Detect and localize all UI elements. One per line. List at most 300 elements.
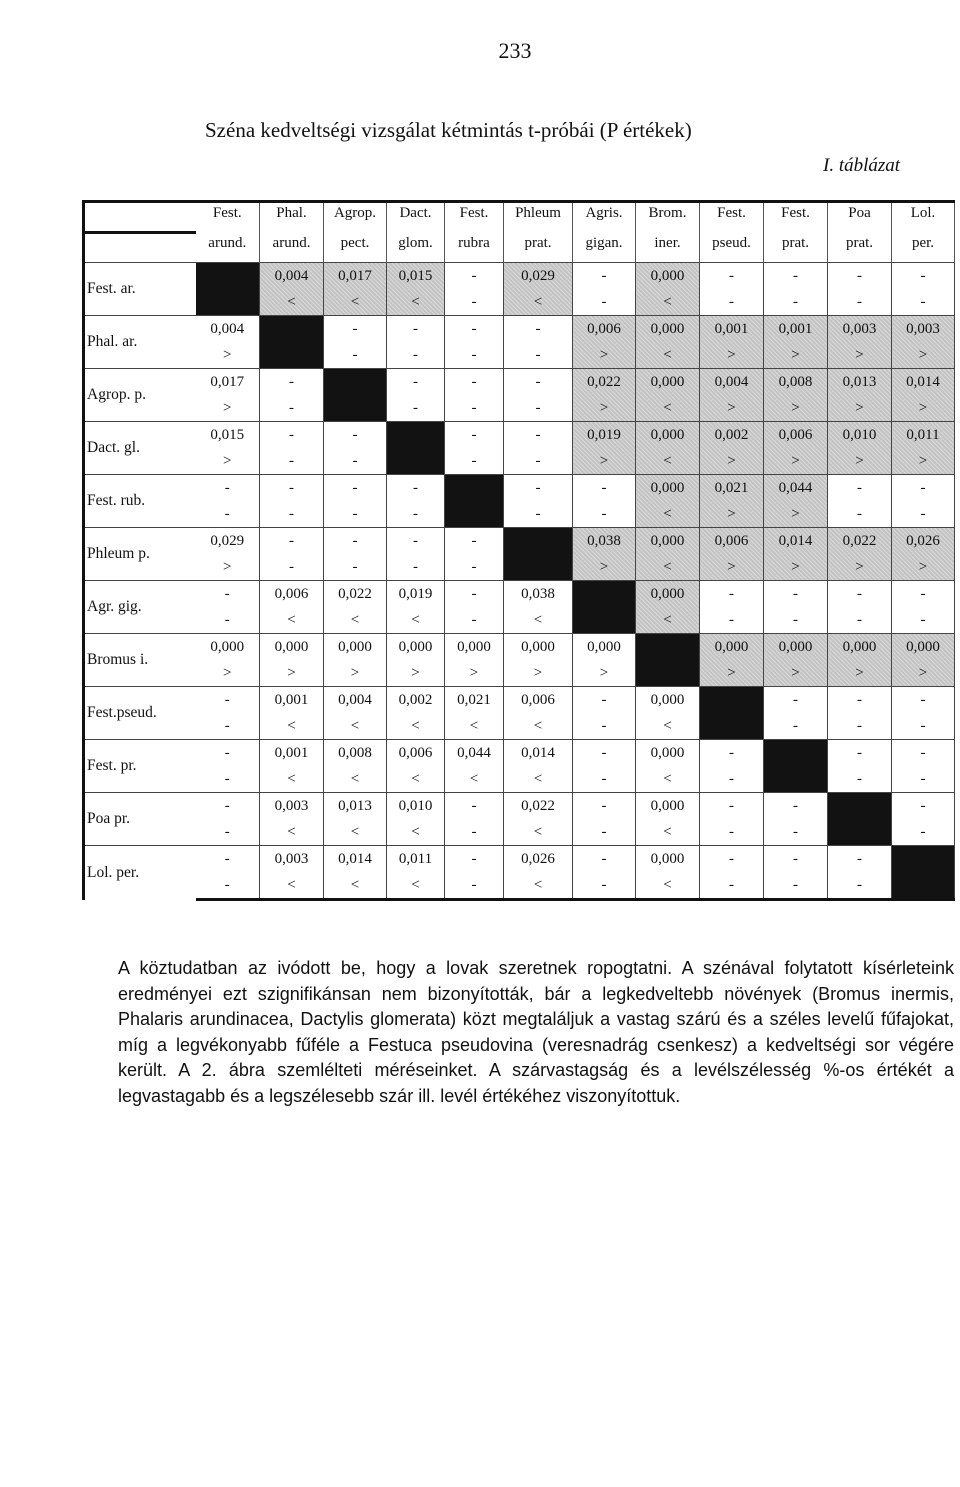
direction-cell: - bbox=[324, 554, 387, 581]
column-header: per. bbox=[892, 233, 955, 263]
p-value-cell: - bbox=[828, 581, 892, 608]
p-value-cell: 0,000 bbox=[636, 846, 700, 873]
column-header: Phleum bbox=[504, 202, 573, 233]
p-value-cell: 0,000 bbox=[196, 634, 260, 661]
direction-cell: < bbox=[636, 607, 700, 634]
column-header: Fest. bbox=[196, 202, 260, 233]
direction-cell: - bbox=[196, 766, 260, 793]
p-value-cell: - bbox=[892, 581, 955, 608]
direction-cell: - bbox=[387, 395, 445, 422]
direction-cell: - bbox=[828, 766, 892, 793]
column-header: Lol. bbox=[892, 202, 955, 233]
p-value-cell: 0,000 bbox=[387, 634, 445, 661]
direction-cell: < bbox=[504, 713, 573, 740]
direction-cell: > bbox=[573, 554, 636, 581]
diagonal-cell bbox=[573, 607, 636, 634]
direction-cell: - bbox=[764, 289, 828, 316]
direction-cell: - bbox=[573, 872, 636, 900]
p-value-cell: - bbox=[504, 369, 573, 396]
p-value-cell: 0,000 bbox=[504, 634, 573, 661]
direction-cell: < bbox=[260, 766, 324, 793]
direction-cell: - bbox=[892, 713, 955, 740]
p-value-cell: 0,000 bbox=[764, 634, 828, 661]
p-value-cell: - bbox=[892, 740, 955, 767]
direction-cell: - bbox=[260, 395, 324, 422]
p-value-cell: 0,004 bbox=[260, 263, 324, 290]
direction-cell: < bbox=[636, 766, 700, 793]
direction-cell: > bbox=[892, 342, 955, 369]
p-value-cell: 0,013 bbox=[324, 793, 387, 820]
diagonal-cell bbox=[764, 740, 828, 767]
direction-cell: < bbox=[324, 713, 387, 740]
p-value-cell: 0,019 bbox=[387, 581, 445, 608]
p-value-cell: - bbox=[445, 316, 504, 343]
diagonal-cell bbox=[700, 713, 764, 740]
column-header: iner. bbox=[636, 233, 700, 263]
p-value-cell: 0,021 bbox=[700, 475, 764, 502]
direction-cell: - bbox=[828, 289, 892, 316]
p-value-cell: 0,000 bbox=[636, 369, 700, 396]
direction-cell: - bbox=[573, 289, 636, 316]
p-value-cell: 0,008 bbox=[324, 740, 387, 767]
direction-cell: > bbox=[196, 342, 260, 369]
p-value-cell: 0,010 bbox=[828, 422, 892, 449]
p-value-cell: - bbox=[764, 581, 828, 608]
direction-cell: > bbox=[324, 660, 387, 687]
direction-cell: > bbox=[828, 448, 892, 475]
direction-cell: > bbox=[892, 554, 955, 581]
p-value-cell: 0,000 bbox=[828, 634, 892, 661]
p-value-cell: 0,001 bbox=[260, 687, 324, 714]
direction-cell: > bbox=[764, 554, 828, 581]
p-value-cell: - bbox=[445, 793, 504, 820]
direction-cell: > bbox=[764, 448, 828, 475]
column-header: Agris. bbox=[573, 202, 636, 233]
p-value-cell: 0,038 bbox=[504, 581, 573, 608]
p-value-matrix bbox=[82, 200, 955, 901]
direction-cell: - bbox=[196, 819, 260, 846]
p-value-cell: - bbox=[445, 263, 504, 290]
column-header: Poa bbox=[828, 202, 892, 233]
direction-cell: < bbox=[636, 289, 700, 316]
row-label: Fest. rub. bbox=[84, 475, 196, 528]
p-value-cell: 0,013 bbox=[828, 369, 892, 396]
p-value-cell: 0,021 bbox=[445, 687, 504, 714]
p-value-cell: 0,022 bbox=[504, 793, 573, 820]
direction-cell: < bbox=[387, 289, 445, 316]
p-value-cell: 0,006 bbox=[260, 581, 324, 608]
diagonal-cell bbox=[324, 395, 387, 422]
p-value-cell: 0,015 bbox=[387, 263, 445, 290]
table-title: Széna kedveltségi vizsgálat kétmintás t-próbái (P értékek) bbox=[205, 118, 692, 142]
direction-cell: > bbox=[196, 660, 260, 687]
direction-cell: - bbox=[445, 395, 504, 422]
p-value-cell: 0,000 bbox=[636, 475, 700, 502]
p-value-cell: 0,006 bbox=[387, 740, 445, 767]
direction-cell: > bbox=[260, 660, 324, 687]
direction-cell: > bbox=[764, 660, 828, 687]
p-value-cell: 0,022 bbox=[828, 528, 892, 555]
direction-cell: - bbox=[196, 713, 260, 740]
p-value-cell: 0,026 bbox=[892, 528, 955, 555]
p-value-cell: 0,017 bbox=[324, 263, 387, 290]
p-value-cell: - bbox=[445, 528, 504, 555]
direction-cell: > bbox=[573, 395, 636, 422]
row-label: Fest. pr. bbox=[84, 740, 196, 793]
direction-cell: < bbox=[260, 607, 324, 634]
column-header: prat. bbox=[764, 233, 828, 263]
direction-cell: - bbox=[445, 819, 504, 846]
p-value-cell: 0,017 bbox=[196, 369, 260, 396]
row-label: Lol. per. bbox=[84, 846, 196, 900]
direction-cell: - bbox=[387, 342, 445, 369]
direction-cell: - bbox=[700, 872, 764, 900]
p-value-cell: - bbox=[828, 263, 892, 290]
p-value-cell: - bbox=[764, 846, 828, 873]
direction-cell: > bbox=[573, 342, 636, 369]
column-header: pseud. bbox=[700, 233, 764, 263]
direction-cell: - bbox=[445, 448, 504, 475]
diagonal-cell bbox=[260, 342, 324, 369]
p-value-cell: - bbox=[387, 528, 445, 555]
row-label: Agrop. p. bbox=[84, 369, 196, 422]
diagonal-cell bbox=[573, 581, 636, 608]
p-value-cell: - bbox=[196, 740, 260, 767]
column-header: rubra bbox=[445, 233, 504, 263]
direction-cell: > bbox=[445, 660, 504, 687]
direction-cell: < bbox=[387, 607, 445, 634]
p-value-cell: - bbox=[196, 687, 260, 714]
p-value-cell: - bbox=[324, 316, 387, 343]
diagonal-cell bbox=[445, 501, 504, 528]
p-value-cell: - bbox=[828, 475, 892, 502]
direction-cell: - bbox=[828, 713, 892, 740]
direction-cell: - bbox=[573, 501, 636, 528]
direction-cell: < bbox=[260, 289, 324, 316]
p-value-cell: 0,000 bbox=[636, 528, 700, 555]
direction-cell: - bbox=[892, 819, 955, 846]
direction-cell: - bbox=[260, 501, 324, 528]
p-value-cell: - bbox=[573, 740, 636, 767]
direction-cell: < bbox=[324, 289, 387, 316]
direction-cell: - bbox=[892, 289, 955, 316]
direction-cell: - bbox=[700, 607, 764, 634]
diagonal-cell bbox=[636, 660, 700, 687]
diagonal-cell bbox=[636, 634, 700, 661]
p-value-cell: 0,001 bbox=[700, 316, 764, 343]
p-value-cell: - bbox=[573, 846, 636, 873]
direction-cell: - bbox=[573, 766, 636, 793]
direction-cell: > bbox=[504, 660, 573, 687]
p-value-cell: - bbox=[445, 581, 504, 608]
direction-cell: - bbox=[260, 448, 324, 475]
diagonal-cell bbox=[445, 475, 504, 502]
direction-cell: < bbox=[387, 872, 445, 900]
p-value-cell: 0,006 bbox=[700, 528, 764, 555]
p-value-cell: 0,002 bbox=[387, 687, 445, 714]
p-value-cell: - bbox=[260, 528, 324, 555]
p-value-cell: 0,022 bbox=[573, 369, 636, 396]
direction-cell: < bbox=[324, 766, 387, 793]
p-value-cell: - bbox=[700, 263, 764, 290]
p-value-cell: - bbox=[764, 793, 828, 820]
row-label: Bromus i. bbox=[84, 634, 196, 687]
p-value-cell: 0,014 bbox=[764, 528, 828, 555]
p-value-cell: 0,000 bbox=[636, 581, 700, 608]
direction-cell: - bbox=[764, 872, 828, 900]
direction-cell: - bbox=[828, 607, 892, 634]
column-header: arund. bbox=[196, 233, 260, 263]
p-value-cell: 0,010 bbox=[387, 793, 445, 820]
p-value-cell: 0,000 bbox=[636, 422, 700, 449]
direction-cell: < bbox=[504, 872, 573, 900]
diagonal-cell bbox=[504, 554, 573, 581]
p-value-cell: 0,044 bbox=[764, 475, 828, 502]
p-value-cell: 0,006 bbox=[504, 687, 573, 714]
column-header: prat. bbox=[504, 233, 573, 263]
p-value-cell: 0,000 bbox=[636, 793, 700, 820]
p-value-cell: 0,003 bbox=[828, 316, 892, 343]
diagonal-cell bbox=[324, 369, 387, 396]
direction-cell: > bbox=[700, 395, 764, 422]
diagonal-cell bbox=[387, 422, 445, 449]
direction-cell: - bbox=[504, 342, 573, 369]
direction-cell: > bbox=[196, 448, 260, 475]
column-header: arund. bbox=[260, 233, 324, 263]
diagonal-cell bbox=[504, 528, 573, 555]
diagonal-cell bbox=[260, 316, 324, 343]
column-header: Fest. bbox=[764, 202, 828, 233]
direction-cell: > bbox=[573, 660, 636, 687]
column-header: Dact. bbox=[387, 202, 445, 233]
p-value-cell: 0,008 bbox=[764, 369, 828, 396]
p-value-cell: - bbox=[764, 263, 828, 290]
p-value-cell: 0,001 bbox=[260, 740, 324, 767]
p-value-cell: 0,022 bbox=[324, 581, 387, 608]
direction-cell: < bbox=[504, 607, 573, 634]
p-value-cell: 0,002 bbox=[700, 422, 764, 449]
p-value-cell: 0,000 bbox=[636, 687, 700, 714]
direction-cell: > bbox=[700, 448, 764, 475]
row-label: Phal. ar. bbox=[84, 316, 196, 369]
p-value-cell: 0,000 bbox=[324, 634, 387, 661]
direction-cell: < bbox=[324, 607, 387, 634]
p-value-cell: - bbox=[504, 316, 573, 343]
diagonal-cell bbox=[196, 289, 260, 316]
p-value-cell: - bbox=[324, 422, 387, 449]
direction-cell: - bbox=[764, 607, 828, 634]
p-value-cell: - bbox=[573, 263, 636, 290]
direction-cell: - bbox=[764, 819, 828, 846]
direction-cell: - bbox=[573, 713, 636, 740]
direction-cell: - bbox=[828, 501, 892, 528]
direction-cell: - bbox=[196, 607, 260, 634]
p-value-cell: 0,019 bbox=[573, 422, 636, 449]
direction-cell: < bbox=[636, 872, 700, 900]
row-label: Fest. ar. bbox=[84, 263, 196, 316]
p-value-cell: 0,003 bbox=[260, 793, 324, 820]
direction-cell: > bbox=[828, 554, 892, 581]
direction-cell: > bbox=[828, 342, 892, 369]
p-value-cell: 0,001 bbox=[764, 316, 828, 343]
p-value-cell: - bbox=[892, 475, 955, 502]
body-paragraph: A köztudatban az ivódott be, hogy a lovak szeretnek ropogtatni. A szénával folytatott kísérleteink eredményei ezt szignifikánsan nem bizonyították, bár a legkedveltebb növények (Bromus inermis, Phalaris arundinacea, Dactylis glomerata) közt megtaláljuk a vastag szárú és a széles levelű fűfajokat, míg a legvékonyabb fűféle a Festuca pseudovina (veresnadrág csenkesz) a kedveltségi sor végére került. A 2. ábra szemlélteti méréseinket. A szárvastagság és a levélszélesség %-os értékét a legvastagabb és a legszélesebb szár ill. levél értékéhez viszonyítottuk. bbox=[118, 958, 954, 1106]
p-value-cell: 0,000 bbox=[260, 634, 324, 661]
direction-cell: < bbox=[636, 713, 700, 740]
direction-cell: > bbox=[892, 660, 955, 687]
p-value-cell: 0,011 bbox=[387, 846, 445, 873]
header-corner bbox=[84, 202, 196, 233]
column-header: Phal. bbox=[260, 202, 324, 233]
direction-cell: > bbox=[828, 660, 892, 687]
p-value-cell: 0,014 bbox=[504, 740, 573, 767]
p-value-cell: 0,000 bbox=[636, 740, 700, 767]
diagonal-cell bbox=[828, 793, 892, 820]
p-value-cell: - bbox=[445, 422, 504, 449]
p-value-cell: - bbox=[573, 687, 636, 714]
direction-cell: > bbox=[764, 342, 828, 369]
p-value-cell: - bbox=[828, 687, 892, 714]
p-value-cell: 0,003 bbox=[260, 846, 324, 873]
diagonal-cell bbox=[828, 819, 892, 846]
p-value-cell: - bbox=[324, 475, 387, 502]
row-label: Fest.pseud. bbox=[84, 687, 196, 740]
direction-cell: - bbox=[445, 607, 504, 634]
direction-cell: < bbox=[504, 289, 573, 316]
direction-cell: - bbox=[445, 342, 504, 369]
direction-cell: - bbox=[324, 501, 387, 528]
direction-cell: - bbox=[196, 501, 260, 528]
p-value-cell: - bbox=[260, 422, 324, 449]
column-header: Brom. bbox=[636, 202, 700, 233]
p-value-cell: - bbox=[196, 846, 260, 873]
p-value-cell: 0,038 bbox=[573, 528, 636, 555]
direction-cell: < bbox=[636, 501, 700, 528]
p-value-cell: - bbox=[445, 369, 504, 396]
row-label: Poa pr. bbox=[84, 793, 196, 846]
direction-cell: - bbox=[504, 501, 573, 528]
direction-cell: < bbox=[260, 713, 324, 740]
direction-cell: - bbox=[445, 289, 504, 316]
column-header: prat. bbox=[828, 233, 892, 263]
direction-cell: - bbox=[387, 501, 445, 528]
p-value-cell: - bbox=[892, 263, 955, 290]
p-value-cell: 0,029 bbox=[504, 263, 573, 290]
row-label: Dact. gl. bbox=[84, 422, 196, 475]
p-value-cell: 0,004 bbox=[196, 316, 260, 343]
p-value-cell: - bbox=[700, 846, 764, 873]
p-value-cell: - bbox=[892, 793, 955, 820]
p-value-cell: 0,006 bbox=[764, 422, 828, 449]
direction-cell: - bbox=[700, 289, 764, 316]
p-value-cell: - bbox=[504, 422, 573, 449]
p-value-cell: - bbox=[828, 740, 892, 767]
p-value-cell: - bbox=[196, 475, 260, 502]
direction-cell: < bbox=[636, 342, 700, 369]
direction-cell: < bbox=[445, 766, 504, 793]
p-value-cell: - bbox=[387, 316, 445, 343]
direction-cell: - bbox=[504, 448, 573, 475]
p-value-cell: 0,026 bbox=[504, 846, 573, 873]
direction-cell: - bbox=[445, 554, 504, 581]
p-value-cell: - bbox=[387, 369, 445, 396]
direction-cell: > bbox=[196, 395, 260, 422]
p-value-cell: 0,000 bbox=[636, 263, 700, 290]
direction-cell: < bbox=[387, 713, 445, 740]
p-value-cell: 0,014 bbox=[324, 846, 387, 873]
row-label: Agr. gig. bbox=[84, 581, 196, 634]
p-value-cell: 0,003 bbox=[892, 316, 955, 343]
direction-cell: < bbox=[636, 554, 700, 581]
p-value-cell: - bbox=[573, 793, 636, 820]
direction-cell: > bbox=[700, 554, 764, 581]
direction-cell: < bbox=[504, 819, 573, 846]
direction-cell: - bbox=[387, 554, 445, 581]
direction-cell: > bbox=[892, 395, 955, 422]
direction-cell: > bbox=[700, 501, 764, 528]
p-value-cell: 0,004 bbox=[700, 369, 764, 396]
direction-cell: - bbox=[828, 872, 892, 900]
p-value-cell: - bbox=[828, 846, 892, 873]
p-value-cell: 0,000 bbox=[636, 316, 700, 343]
page-number: 233 bbox=[498, 38, 532, 63]
direction-cell: - bbox=[892, 607, 955, 634]
direction-cell: - bbox=[324, 448, 387, 475]
p-value-cell: - bbox=[445, 846, 504, 873]
diagonal-cell bbox=[892, 846, 955, 873]
direction-cell: - bbox=[700, 819, 764, 846]
diagonal-cell bbox=[700, 687, 764, 714]
direction-cell: - bbox=[504, 395, 573, 422]
p-value-cell: 0,044 bbox=[445, 740, 504, 767]
direction-cell: < bbox=[324, 872, 387, 900]
direction-cell: > bbox=[764, 395, 828, 422]
column-header: glom. bbox=[387, 233, 445, 263]
direction-cell: > bbox=[700, 342, 764, 369]
direction-cell: < bbox=[260, 819, 324, 846]
direction-cell: - bbox=[573, 819, 636, 846]
p-value-cell: 0,015 bbox=[196, 422, 260, 449]
p-value-cell: - bbox=[764, 687, 828, 714]
p-value-cell: - bbox=[387, 475, 445, 502]
header-corner bbox=[84, 233, 196, 263]
diagonal-cell bbox=[892, 872, 955, 900]
p-value-cell: 0,029 bbox=[196, 528, 260, 555]
direction-cell: - bbox=[324, 342, 387, 369]
p-value-cell: 0,000 bbox=[700, 634, 764, 661]
direction-cell: < bbox=[445, 713, 504, 740]
row-label: Phleum p. bbox=[84, 528, 196, 581]
direction-cell: < bbox=[636, 395, 700, 422]
p-value-cell: - bbox=[260, 369, 324, 396]
p-value-cell: 0,006 bbox=[573, 316, 636, 343]
direction-cell: < bbox=[387, 819, 445, 846]
p-value-cell: - bbox=[573, 475, 636, 502]
diagonal-cell bbox=[764, 766, 828, 793]
direction-cell: - bbox=[700, 766, 764, 793]
direction-cell: - bbox=[764, 713, 828, 740]
direction-cell: > bbox=[196, 554, 260, 581]
direction-cell: < bbox=[260, 872, 324, 900]
column-header: gigan. bbox=[573, 233, 636, 263]
p-value-cell: - bbox=[700, 740, 764, 767]
direction-cell: < bbox=[387, 766, 445, 793]
direction-cell: < bbox=[504, 766, 573, 793]
p-value-cell: - bbox=[260, 475, 324, 502]
direction-cell: > bbox=[892, 448, 955, 475]
p-value-cell: - bbox=[196, 793, 260, 820]
column-header: Agrop. bbox=[324, 202, 387, 233]
